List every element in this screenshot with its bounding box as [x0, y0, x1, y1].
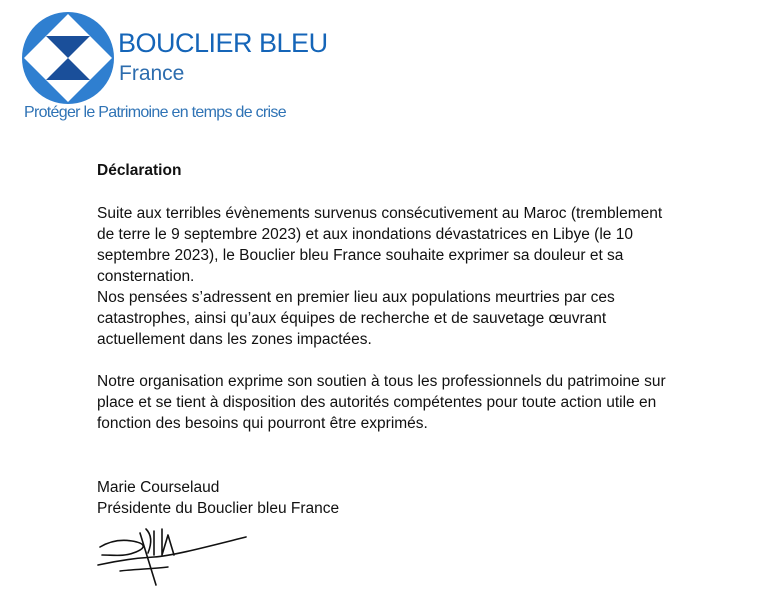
text-line: place et se tient à disposition des autorités compétentes pour toute action utile en — [97, 394, 657, 411]
text-line: Suite aux terribles évènements survenus consécutivement au Maroc (tremblement — [97, 205, 663, 222]
text-line: actuellement dans les zones impactées. — [97, 331, 372, 348]
paragraph-thoughts — [97, 287, 747, 350]
signatory-role: Présidente du Bouclier bleu France — [97, 500, 340, 517]
blue-shield-emblem-icon — [20, 10, 116, 106]
document-title: Déclaration — [97, 162, 182, 179]
text-line: fonction des besoins qui pourront être exprimés. — [97, 415, 428, 432]
handwritten-signature-icon — [96, 525, 256, 589]
logo-tagline: Protéger le Patrimoine en temps de crise — [24, 104, 286, 121]
text-line: Nos pensées s’adressent en premier lieu aux populations meurtries par ces — [97, 289, 615, 306]
declaration-body — [97, 160, 747, 519]
paragraph-spacer — [97, 350, 747, 371]
text-line: de terre le 9 septembre 2023) et aux inondations dévastatrices en Libye (le 10 — [97, 226, 633, 243]
text-line: septembre 2023), le Bouclier bleu France souhaite exprimer sa douleur et sa — [97, 247, 624, 264]
logo-country: France — [119, 62, 185, 85]
text-line: consternation. — [97, 268, 195, 285]
signatory-block — [97, 477, 747, 519]
signatory-name: Marie Courselaud — [97, 479, 220, 496]
logo-organization-name: BOUCLIER BLEU — [118, 28, 328, 58]
text-line: catastrophes, ainsi qu’aux équipes de recherche et de sauvetage œuvrant — [97, 310, 607, 327]
organization-logo — [20, 10, 328, 130]
paragraph-events — [97, 203, 747, 287]
paragraph-support — [97, 371, 747, 434]
text-line: Notre organisation exprime son soutien à tous les professionnels du patrimoine sur — [97, 373, 666, 390]
